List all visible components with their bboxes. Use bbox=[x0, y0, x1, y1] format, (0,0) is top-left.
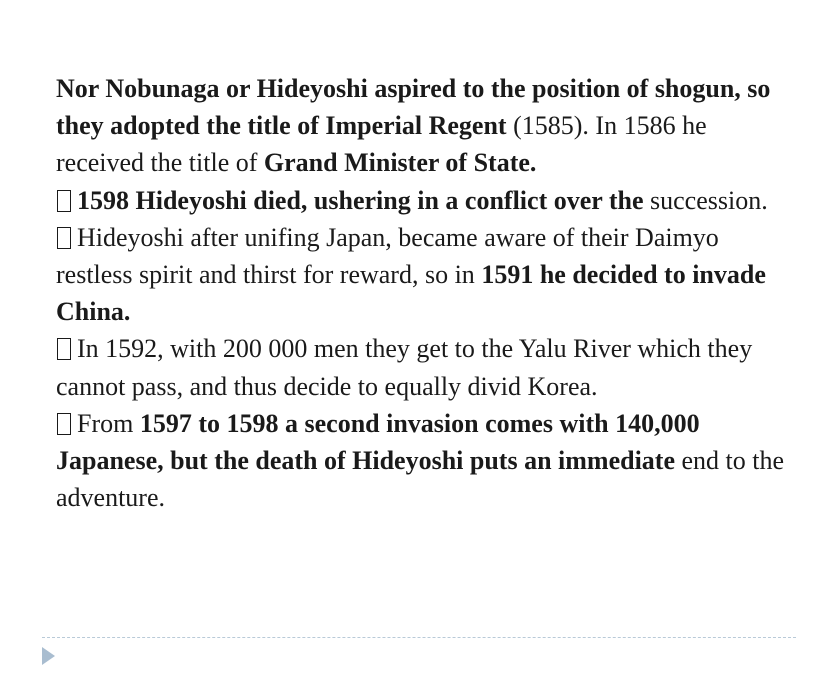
succession-bold-text: 1598 Hideyoshi died, ushering in a conflict over the bbox=[77, 185, 644, 215]
grand-minister-bold-text: Grand Minister of State. bbox=[263, 148, 537, 178]
paragraph-second-invasion bbox=[56, 405, 796, 517]
footer-divider bbox=[42, 637, 796, 638]
second-invasion-bold-text: 1597 to 1598 a second invasion comes with 140,000 Japanese, but the death of Hideyoshi puts an immediate bbox=[56, 408, 700, 476]
slide-text-body bbox=[56, 70, 796, 516]
second-invasion-normal-text: From bbox=[77, 408, 140, 438]
paragraph-yalu-river bbox=[56, 330, 796, 404]
missing-glyph-box-icon bbox=[57, 413, 71, 435]
regent-normal-text: (1585). In 1586 he received the title of bbox=[56, 111, 707, 178]
paragraph-invade-china bbox=[56, 219, 796, 331]
invade-normal-text: Hideyoshi after unifing Japan, became aware of their Daimyo restless spirit and thirst for reward, so in bbox=[56, 222, 719, 290]
succession-normal-text: succession. bbox=[643, 185, 768, 215]
paragraph-succession bbox=[56, 182, 796, 219]
missing-glyph-box-icon bbox=[57, 190, 71, 212]
missing-glyph-box-icon bbox=[57, 227, 71, 249]
paragraph-regent bbox=[56, 70, 796, 182]
next-slide-arrow-icon[interactable] bbox=[42, 647, 55, 665]
yalu-normal-text: In 1592, with 200 000 men they get to the Yalu River which they cannot pass, and thus decide to equally divid Korea. bbox=[56, 334, 753, 401]
regent-bold-text: Nor Nobunaga or Hideyoshi aspired to the position of shogun, so they adopted the title of Imperial Regent bbox=[56, 74, 771, 141]
invade-bold-text: 1591 he decided to invade China. bbox=[56, 260, 766, 327]
missing-glyph-box-icon bbox=[57, 338, 71, 360]
adventure-normal-text: end to the adventure. bbox=[56, 446, 785, 513]
